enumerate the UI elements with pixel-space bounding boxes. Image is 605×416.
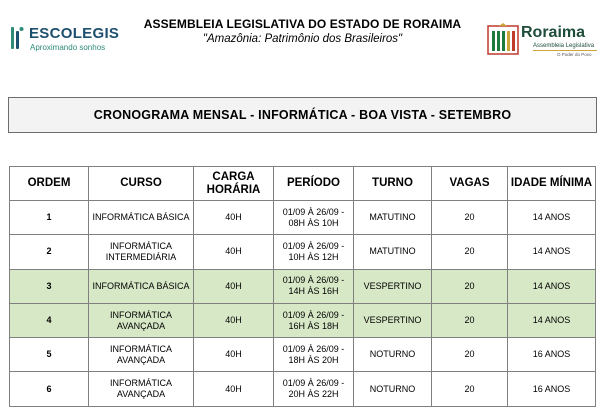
periodo-hours: 18H ÀS 20H — [288, 354, 339, 365]
escolegis-logo — [8, 22, 128, 56]
header-periodo: PERÍODO — [274, 167, 354, 201]
cell-turno: MATUTINO — [354, 235, 432, 269]
cell-curso: INFORMÁTICA AVANÇADA — [89, 372, 194, 406]
escolegis-tagline: Aproximando sonhos — [30, 43, 106, 52]
header-curso: CURSO — [89, 167, 194, 201]
roraima-divider — [533, 50, 597, 51]
cell-periodo — [274, 372, 354, 406]
cell-ordem: 3 — [10, 269, 89, 303]
cell-carga: 40H — [194, 372, 274, 406]
periodo-dates: 01/09 À 26/09 - — [282, 343, 345, 354]
cell-idade: 14 ANOS — [508, 235, 596, 269]
periodo-hours: 20H ÀS 22H — [288, 389, 339, 400]
cell-vagas: 20 — [432, 201, 508, 235]
cell-ordem: 1 — [10, 201, 89, 235]
table-header-row — [10, 167, 596, 201]
escolegis-brand: ESCOLEGIS — [29, 25, 120, 42]
cell-turno: VESPERTINO — [354, 303, 432, 337]
cell-ordem: 5 — [10, 338, 89, 372]
cell-curso: INFORMÁTICA AVANÇADA — [89, 303, 194, 337]
periodo-hours: 08H ÀS 10H — [288, 217, 339, 228]
header-idade-minima: IDADE MÍNIMA — [508, 167, 596, 201]
cell-carga: 40H — [194, 338, 274, 372]
table-row — [10, 372, 596, 406]
cell-carga: 40H — [194, 235, 274, 269]
cell-curso: INFORMÁTICA BÁSICA — [89, 201, 194, 235]
cell-periodo — [274, 235, 354, 269]
title-block — [120, 17, 485, 45]
cell-turno: NOTURNO — [354, 338, 432, 372]
cell-curso: INFORMÁTICA INTERMEDIÁRIA — [89, 235, 194, 269]
cell-turno: VESPERTINO — [354, 269, 432, 303]
cell-vagas: 20 — [432, 303, 508, 337]
roraima-subtitle: Assembleia Legislativa — [533, 43, 595, 49]
cell-periodo — [274, 269, 354, 303]
schedule-table — [9, 166, 596, 407]
document-header — [0, 0, 605, 70]
cell-ordem: 2 — [10, 235, 89, 269]
periodo-hours: 14H ÀS 16H — [288, 286, 339, 297]
table-row-highlighted — [10, 303, 596, 337]
document-title: ASSEMBLEIA LEGISLATIVA DO ESTADO DE RORAIMA — [143, 17, 462, 31]
cell-idade: 14 ANOS — [508, 201, 596, 235]
cell-ordem: 6 — [10, 372, 89, 406]
periodo-dates: 01/09 À 26/09 - — [282, 275, 345, 286]
assembly-building-icon — [487, 22, 519, 56]
cell-vagas: 20 — [432, 338, 508, 372]
periodo-hours: 16H ÀS 18H — [288, 320, 339, 331]
table-row-highlighted — [10, 269, 596, 303]
cell-vagas: 20 — [432, 235, 508, 269]
header-carga-horaria: CARGA HORÁRIA — [194, 167, 274, 201]
cell-idade: 16 ANOS — [508, 372, 596, 406]
cell-turno: MATUTINO — [354, 201, 432, 235]
cell-periodo — [274, 201, 354, 235]
cell-curso: INFORMÁTICA BÁSICA — [89, 269, 194, 303]
document-subtitle: "Amazônia: Patrimônio dos Brasileiros" — [202, 33, 403, 45]
periodo-dates: 01/09 À 26/09 - — [282, 240, 345, 251]
cell-carga: 40H — [194, 303, 274, 337]
periodo-dates: 01/09 À 26/09 - — [282, 309, 345, 320]
table-row — [10, 235, 596, 269]
header-ordem: ORDEM — [10, 167, 89, 201]
table-row — [10, 201, 596, 235]
schedule-banner-text: CRONOGRAMA MENSAL - INFORMÁTICA - BOA VISTA - SETEMBRO — [93, 108, 512, 122]
cell-idade: 14 ANOS — [508, 269, 596, 303]
cell-carga: 40H — [194, 269, 274, 303]
roraima-brand: Roraima — [521, 24, 586, 41]
periodo-dates: 01/09 À 26/09 - — [282, 378, 345, 389]
schedule-banner — [8, 97, 597, 133]
cell-periodo — [274, 338, 354, 372]
table-row — [10, 338, 596, 372]
roraima-slogan: O Poder do Povo — [557, 52, 592, 57]
cell-turno: NOTURNO — [354, 372, 432, 406]
header-turno: TURNO — [354, 167, 432, 201]
periodo-hours: 10H ÀS 12H — [288, 251, 339, 262]
escolegis-logo-icon — [10, 25, 24, 51]
cell-vagas: 20 — [432, 269, 508, 303]
header-vagas: VAGAS — [432, 167, 508, 201]
cell-carga: 40H — [194, 201, 274, 235]
cell-ordem: 4 — [10, 303, 89, 337]
cell-idade: 14 ANOS — [508, 303, 596, 337]
cell-curso: INFORMÁTICA AVANÇADA — [89, 338, 194, 372]
roraima-logo — [487, 22, 599, 58]
periodo-dates: 01/09 À 26/09 - — [282, 206, 345, 217]
cell-periodo — [274, 303, 354, 337]
cell-idade: 16 ANOS — [508, 338, 596, 372]
cell-vagas: 20 — [432, 372, 508, 406]
